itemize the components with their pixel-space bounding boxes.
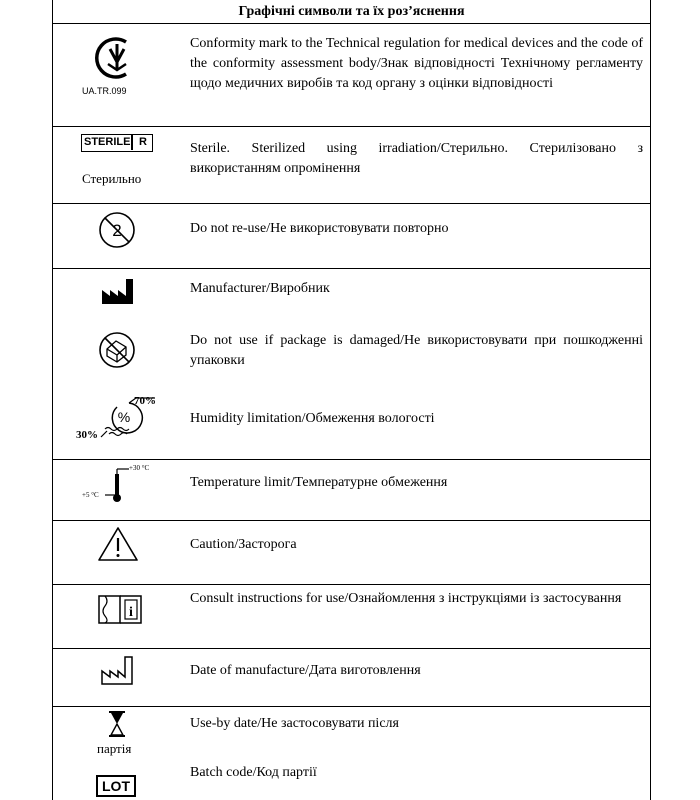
use-by-caption: партія <box>97 741 132 756</box>
humidity-lower-limit: 30% <box>76 429 98 441</box>
info-glyph: i <box>129 605 133 620</box>
symbol-description: Use-by date/Не застосовувати після <box>190 716 399 731</box>
date-of-manufacture-icon <box>101 654 135 686</box>
row-divider <box>53 459 650 460</box>
symbol-description: Conformity mark to the Technical regulation for medical devices and the code of the conformity assessment body/Знак відповідності Технічному регламенту щодо медичних виробів та код органу з оцінки відповідності <box>190 36 643 91</box>
manufacturer-icon <box>100 276 136 306</box>
symbol-description: Batch code/Код партії <box>190 765 317 780</box>
symbol-description: Sterile. Sterilized using irradiation/Стерильно. Стерилізовано з використанням опромінення <box>190 141 643 176</box>
temperature-lower-limit: +5 °C <box>82 491 99 499</box>
caution-icon <box>97 526 139 562</box>
symbols-table <box>52 0 651 800</box>
sterile-separator <box>131 135 133 150</box>
conformity-mark-code: UA.TR.099 <box>82 86 127 96</box>
batch-code-icon: LOT <box>96 775 136 797</box>
row-divider <box>53 268 650 269</box>
consult-instructions-icon <box>97 593 143 625</box>
table-header <box>53 0 650 23</box>
package-damaged-icon <box>97 330 137 370</box>
use-by-date-icon <box>107 710 127 738</box>
row-divider <box>53 706 650 707</box>
sterile-r-icon <box>81 134 153 152</box>
row-divider <box>53 23 650 24</box>
sterile-method-label: R <box>139 136 147 148</box>
symbol-description: Consult instructions for use/Ознайомлення з інструкціями із застосування <box>190 591 622 606</box>
row-divider <box>53 520 650 521</box>
do-not-reuse-icon <box>97 210 137 250</box>
symbol-description: Do not use if package is damaged/Не використовувати при пошкодженні упаковки <box>190 333 643 368</box>
symbol-description: Do not re-use/Не використовувати повторно <box>190 221 449 236</box>
row-divider <box>53 584 650 585</box>
row-divider <box>53 648 650 649</box>
do-not-reuse-glyph: 2 <box>112 221 122 240</box>
humidity-upper-limit: 70% <box>134 395 156 407</box>
temperature-upper-limit: +30 °C <box>129 464 150 472</box>
symbol-description: Humidity limitation/Обмеження вологості <box>190 411 435 426</box>
symbol-description: Temperature limit/Температурне обмеження <box>190 475 448 490</box>
row-divider <box>53 126 650 127</box>
ua-conformity-mark-icon <box>91 36 145 84</box>
symbol-description: Manufacturer/Виробник <box>190 281 330 296</box>
sterile-label: STERILE <box>84 136 131 148</box>
sterile-caption: Стерильно <box>82 171 142 186</box>
humidity-glyph: % <box>117 409 131 425</box>
row-divider <box>53 203 650 204</box>
symbol-description: Date of manufacture/Дата виготовлення <box>190 663 421 678</box>
table-title: Графічні символи та їх роз’яснення <box>238 4 465 19</box>
symbol-description: Caution/Засторога <box>190 537 297 552</box>
